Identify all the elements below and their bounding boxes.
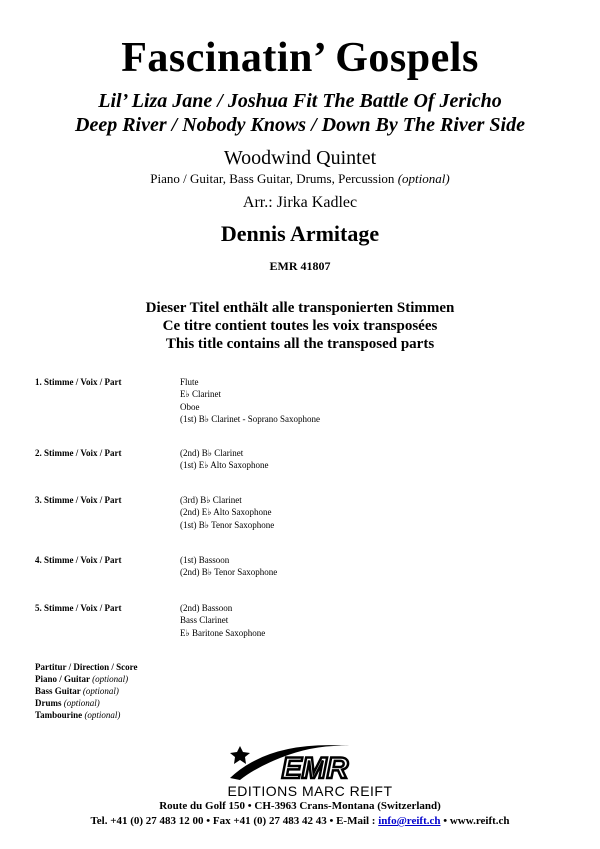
score-item: Drums (optional)	[35, 698, 100, 708]
catalog-code: EMR 41807	[269, 259, 331, 273]
instrument: (2nd) E♭ Alto Saxophone	[180, 507, 272, 518]
instrument: E♭ Clarinet	[180, 389, 221, 400]
composer: Dennis Armitage	[220, 221, 380, 246]
accompaniment	[0, 171, 600, 187]
instrument: (1st) Bassoon	[180, 555, 230, 565]
logo-text: EMR	[281, 752, 349, 785]
accompaniment-note: (optional)	[397, 171, 450, 186]
part-3-instruments	[180, 494, 274, 531]
part-5-label: 5. Stimme / Voix / Part	[35, 603, 122, 613]
score-item: Piano / Guitar (optional)	[35, 674, 129, 684]
part-4-instruments	[180, 554, 277, 579]
instrument: (1st) E♭ Alto Saxophone	[180, 460, 269, 471]
song-list-line-2: Deep River / Nobody Knows / Down By The River Side	[75, 114, 525, 136]
piece-title: Fascinatin’ Gospels	[121, 35, 479, 81]
instrumentation: Woodwind Quintet	[223, 147, 377, 169]
accompaniment-text: Piano / Guitar, Bass Guitar, Drums, Percussion	[150, 171, 395, 186]
instrument: (2nd) B♭ Clarinet	[180, 448, 244, 458]
part-2-label: 2. Stimme / Voix / Part	[35, 448, 122, 458]
info-english: This title contains all the transposed parts	[165, 336, 435, 352]
publisher-contact: Tel. +41 (0) 27 483 12 00 • Fax +41 (0) 27 483 42 43 • E-Mail : info@reift.ch • www.reift.ch	[90, 815, 510, 827]
score-item: Bass Guitar (optional)	[35, 686, 119, 696]
instrument: (3rd) B♭ Clarinet	[180, 495, 242, 505]
part-1-label: 1. Stimme / Voix / Part	[35, 377, 122, 387]
part-2-instruments	[180, 447, 269, 472]
emr-logo	[200, 738, 420, 800]
part-5-instruments	[180, 602, 265, 639]
instrument: (2nd) B♭ Tenor Saxophone	[180, 567, 278, 578]
publisher-name: EDITIONS MARC REIFT	[227, 783, 393, 799]
email-link[interactable]: info@reift.ch	[378, 815, 441, 827]
arranger: Arr.: Jirka Kadlec	[242, 194, 358, 211]
score-item: Partitur / Direction / Score	[35, 662, 138, 672]
instrument: (2nd) Bassoon	[180, 603, 233, 613]
info-german: Dieser Titel enthält alle transponierten Stimmen	[145, 300, 455, 316]
part-4-label: 4. Stimme / Voix / Part	[35, 555, 122, 565]
instrument: Flute	[180, 377, 199, 387]
instrument: (1st) B♭ Tenor Saxophone	[180, 519, 275, 530]
instrument: Oboe	[180, 401, 200, 412]
instrument: (1st) B♭ Clarinet - Soprano Saxophone	[180, 413, 320, 424]
song-list-line-1: Lil’ Liza Jane / Joshua Fit The Battle Of Jericho	[98, 90, 502, 112]
info-french: Ce titre contient toutes les voix transposées	[162, 318, 438, 334]
instrument: E♭ Baritone Saxophone	[180, 627, 266, 638]
publisher-address: Route du Golf 150 • CH-3963 Crans-Montana (Switzerland)	[159, 800, 441, 812]
instrument: Bass Clarinet	[180, 615, 229, 626]
part-1-instruments	[180, 376, 320, 425]
part-3-label: 3. Stimme / Voix / Part	[35, 495, 122, 505]
score-list	[35, 661, 137, 721]
score-item: Tambourine (optional)	[35, 710, 121, 720]
